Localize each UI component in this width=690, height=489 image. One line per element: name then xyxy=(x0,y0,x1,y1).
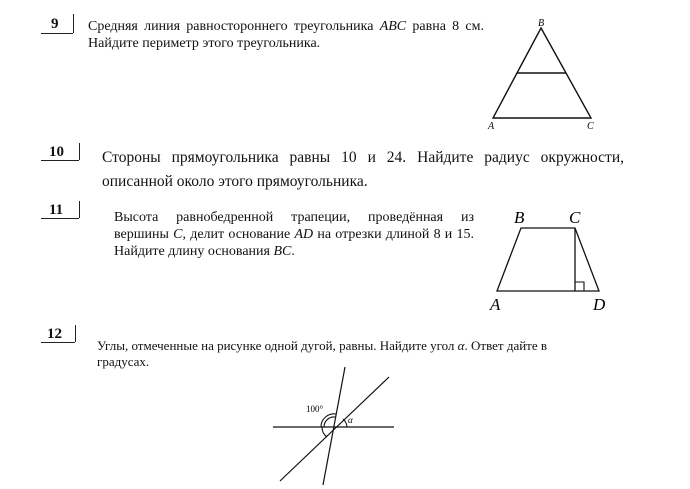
triangle-label-c: C xyxy=(587,121,594,132)
problem-9-text-part-1: Средняя линия равностороннего треугольника xyxy=(88,19,380,34)
problem-12-number-underline xyxy=(41,342,75,343)
problem-12-figure xyxy=(265,362,405,489)
problem-9-number: 9 xyxy=(51,16,59,32)
problem-11-text-part-2: , делит основание xyxy=(182,227,295,242)
problem-11-text xyxy=(114,209,474,260)
problem-10-number-mark xyxy=(79,143,80,160)
triangle-label-a: A xyxy=(488,121,495,132)
problem-9-figure xyxy=(480,14,600,132)
trapezoid-label-a: A xyxy=(490,295,501,314)
equal-angle-arc-left xyxy=(322,427,327,437)
problem-12-number-mark xyxy=(75,325,76,342)
problem-11-text-part-3: на отрезки длиной 8 и 15. Найдите длину основания xyxy=(114,227,474,259)
steep-transversal xyxy=(323,367,345,485)
problem-11-text-base: AD xyxy=(294,227,314,242)
problem-11-number-underline xyxy=(41,218,79,219)
problem-9-number-underline xyxy=(41,33,73,34)
right-angle-mark xyxy=(575,282,584,291)
problem-11-text-top-base: BC xyxy=(273,244,292,259)
problem-9-number-mark xyxy=(73,14,74,33)
trapezoid-label-d: D xyxy=(593,295,606,314)
trapezoid-label-c: C xyxy=(569,208,581,227)
problem-11-number-mark xyxy=(79,201,80,218)
angle-100-label: 100° xyxy=(306,404,324,414)
problem-12-number: 12 xyxy=(47,326,62,342)
problem-11-text-part-1: Высота равнобедренной трапеции, проведённая из вершины xyxy=(114,210,474,242)
problem-10-number-underline xyxy=(41,160,79,161)
equal-angle-arc-right xyxy=(343,419,347,427)
shallow-transversal xyxy=(280,377,389,481)
trapezoid-label-b: B xyxy=(514,208,525,227)
triangle-label-b: B xyxy=(538,18,545,29)
problem-12-text-part-2: . Ответ дайте в градусах. xyxy=(97,338,548,369)
problem-11-figure xyxy=(485,202,615,318)
problem-11-number: 11 xyxy=(49,202,64,218)
problem-11-text-part-4: . xyxy=(291,244,295,259)
problem-12-text-part-1: Углы, отмеченные на рисунке одной дугой, равны. Найдите угол xyxy=(97,338,458,353)
problem-11-text-vertex: C xyxy=(173,227,183,242)
problem-9-text xyxy=(88,18,484,52)
problem-9-text-triangle: ABC xyxy=(379,19,407,34)
problem-12-text-alpha: α xyxy=(457,338,465,353)
problem-10-text: Стороны прямоугольника равны 10 и 24. Найдите радиус окружности, описанной около этого прямоугольника. xyxy=(102,149,624,190)
problem-9-text-part-2: равна 8 см. Найдите периметр этого треугольника. xyxy=(88,19,484,51)
angle-100-arc-inner xyxy=(324,417,335,427)
angle-alpha-label: α xyxy=(348,415,353,425)
problem-10-number: 10 xyxy=(49,144,64,160)
